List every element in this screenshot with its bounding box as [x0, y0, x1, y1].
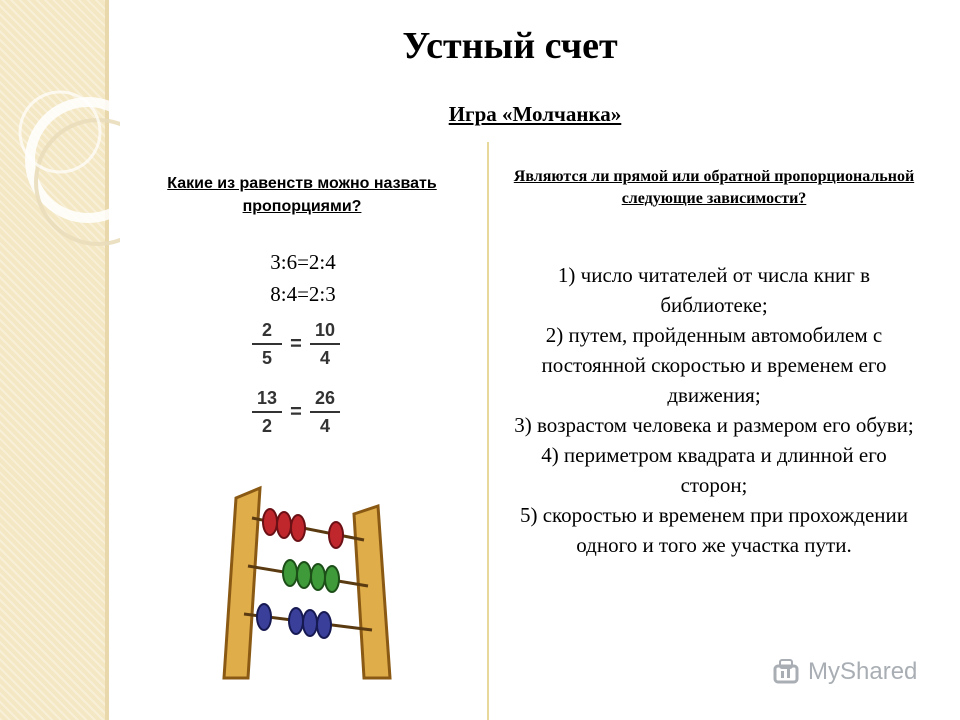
- denominator: 4: [319, 348, 330, 368]
- list-item: 5) скоростью и временем при прохождении одного и того же участка пути.: [519, 503, 909, 557]
- fraction-bar: [252, 343, 282, 345]
- equals-sign: =: [290, 400, 302, 423]
- left-question: Какие из равенств можно назвать пропорциями?: [167, 175, 437, 215]
- abacus-icon: [218, 478, 398, 688]
- fraction-left: [250, 387, 284, 437]
- slide-title: Устный счет: [402, 25, 618, 67]
- equals-sign: =: [290, 332, 302, 355]
- fraction-equation-2: [250, 384, 342, 440]
- list-item: 2) путем, пройденным автомобилем с постоянной скоростью и временем его движения;: [541, 323, 887, 407]
- fraction-left: [250, 319, 284, 369]
- fraction-equation-1: [250, 316, 342, 372]
- fraction-right: [308, 387, 342, 437]
- fraction-bar: [310, 343, 340, 345]
- fraction-right: [308, 319, 342, 369]
- watermark-text: MyShared: [808, 658, 918, 685]
- numerator: 2: [261, 320, 272, 340]
- list-item: 1) число читателей от числа книг в библиотеке;: [557, 263, 871, 317]
- ratio-2: 8:4=2:3: [270, 282, 336, 306]
- numerator: 26: [314, 388, 336, 408]
- numerator: 10: [314, 320, 336, 340]
- ratio-1: 3:6=2:4: [270, 250, 336, 274]
- fraction-bar: [310, 411, 340, 413]
- numerator: 13: [256, 388, 278, 408]
- watermark: [772, 657, 917, 687]
- denominator: 4: [319, 416, 330, 436]
- denominator: 2: [261, 416, 272, 436]
- slide-subtitle: Игра «Молчанка»: [448, 102, 622, 126]
- right-question: Являются ли прямой или обратной пропорциональной следующие зависимости?: [513, 168, 915, 207]
- fraction-bar: [252, 411, 282, 413]
- column-divider: [487, 142, 489, 720]
- dependency-list: [512, 260, 916, 560]
- list-item: 3) возрастом человека и размером его обуви;: [514, 413, 914, 437]
- denominator: 5: [261, 348, 272, 368]
- watermark-logo-icon: [772, 657, 802, 687]
- list-item: 4) периметром квадрата и длинной его сторон;: [541, 443, 887, 497]
